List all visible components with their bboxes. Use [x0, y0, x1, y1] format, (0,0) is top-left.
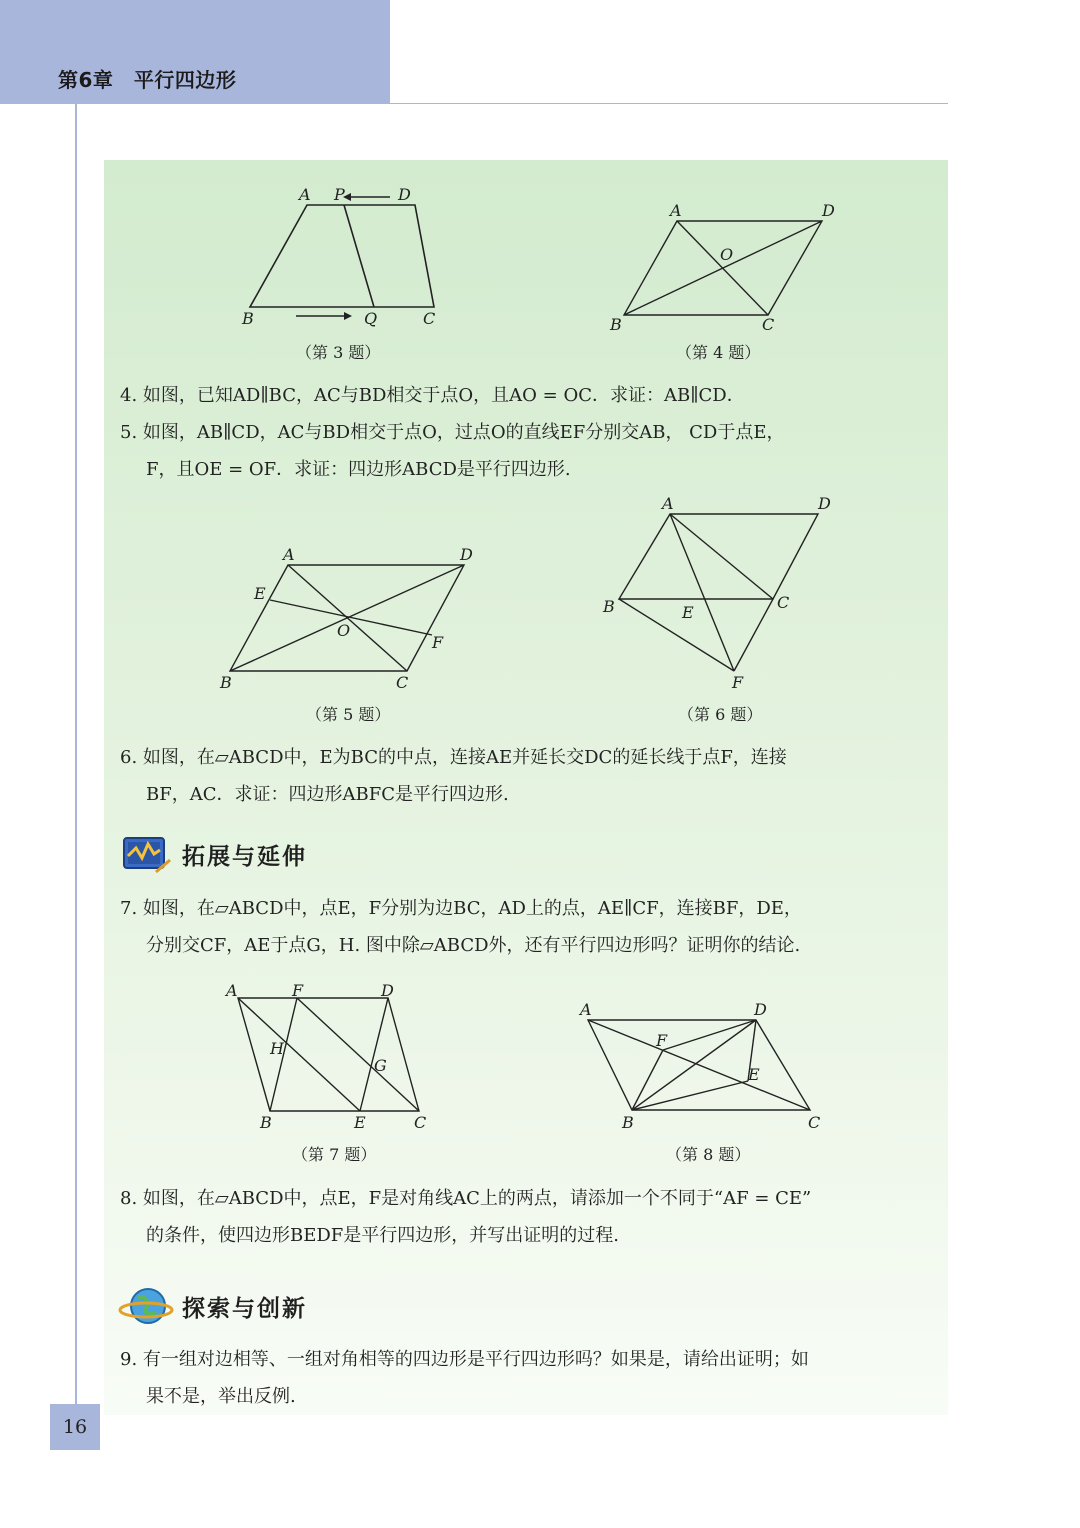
fig5-label-C: C: [396, 673, 409, 692]
fig7-label-A: A: [226, 981, 238, 1000]
globe-icon: [118, 1284, 174, 1328]
fig3-label-P: P: [334, 185, 345, 204]
fig8-label-A: A: [580, 1000, 592, 1019]
problem-7: [120, 890, 802, 964]
caption-fig5: （第 5 题）: [306, 705, 391, 724]
fig3-label-A: A: [299, 185, 311, 204]
problem-8-line2: 的条件，使四边形BEDF是平行四边形，并写出证明的过程.: [146, 1225, 620, 1246]
fig6-label-A: A: [662, 494, 674, 513]
problem-5-line1: 5. 如图，AB∥CD，AC与BD相交于点O，过点O的直线EF分别交AB， CD于点E，: [120, 422, 785, 443]
caption-fig4: （第 4 题）: [676, 343, 761, 362]
fig6-label-E: E: [682, 603, 694, 622]
figure-4: [600, 198, 850, 338]
fig3-label-Q: Q: [364, 309, 378, 328]
fig7-label-D: D: [381, 981, 394, 1000]
fig4-label-A: A: [670, 201, 682, 220]
fig5-label-E: E: [254, 584, 266, 603]
fig3-label-D: D: [398, 185, 411, 204]
figure-6: [596, 490, 846, 695]
fig7-label-B: B: [260, 1113, 272, 1132]
fig3-label-B: B: [242, 309, 254, 328]
extend-icon: [118, 832, 174, 876]
fig5-label-F: F: [432, 633, 444, 652]
fig3-label-C: C: [423, 309, 436, 328]
figure-5: [210, 540, 490, 700]
problem-9-line1: 9. 有一组对边相等、一组对角相等的四边形是平行四边形吗？如果是，请给出证明；如: [120, 1349, 809, 1370]
fig4-label-D: D: [822, 201, 835, 220]
fig6-label-D: D: [818, 494, 831, 513]
section-explore-title: 探索与创新: [182, 1295, 307, 1322]
figure-3: [230, 182, 450, 332]
fig7-label-H: H: [270, 1039, 284, 1058]
header-rule: [390, 103, 948, 104]
fig5-label-D: D: [460, 545, 473, 564]
problem-8: [120, 1180, 811, 1254]
figure-7: [220, 978, 440, 1138]
fig8-label-F: F: [656, 1031, 668, 1050]
problem-4: [120, 377, 745, 414]
caption-fig7: （第 7 题）: [292, 1145, 377, 1164]
fig8-label-D: D: [754, 1000, 767, 1019]
problem-6: [120, 739, 787, 813]
caption-fig8: （第 8 题）: [666, 1145, 751, 1164]
fig8-label-B: B: [622, 1113, 634, 1132]
fig7-label-F: F: [292, 981, 304, 1000]
fig6-label-F: F: [732, 673, 744, 692]
caption-fig6: （第 6 题）: [678, 705, 763, 724]
problem-5: [120, 414, 785, 488]
fig5-label-B: B: [220, 673, 232, 692]
fig6-label-B: B: [603, 597, 615, 616]
page-number: 16: [50, 1404, 100, 1450]
fig4-label-C: C: [762, 315, 775, 334]
fig7-label-E: E: [354, 1113, 366, 1132]
fig5-label-A: A: [283, 545, 295, 564]
fig4-label-B: B: [610, 315, 622, 334]
section-explore: [118, 1282, 307, 1330]
caption-fig3: （第 3 题）: [296, 343, 381, 362]
fig4-label-O: O: [720, 245, 734, 264]
problem-7-line2: 分别交CF，AE于点G，H. 图中除▱ABCD外，还有平行四边形吗？证明你的结论.: [146, 935, 801, 956]
problem-9: [120, 1341, 809, 1415]
fig7-label-C: C: [414, 1113, 427, 1132]
chapter-title: 第6章 平行四边形: [58, 68, 237, 92]
problem-7-line1: 7. 如图，在▱ABCD中，点E，F分别为边BC，AD上的点，AE∥CF，连接BF，DE，: [120, 898, 802, 919]
problem-4-text: 4. 如图，已知AD∥BC，AC与BD相交于点O，且AO = OC．求证：AB∥CD．: [120, 385, 745, 406]
problem-6-line1: 6. 如图，在▱ABCD中，E为BC的中点，连接AE并延长交DC的延长线于点F，连接: [120, 747, 787, 768]
problem-5-line2: F，且OE = OF．求证：四边形ABCD是平行四边形.: [146, 459, 571, 480]
margin-rule: [75, 104, 77, 1404]
problem-9-line2: 果不是，举出反例.: [146, 1386, 296, 1407]
section-extend: [118, 830, 307, 878]
fig5-label-O: O: [337, 621, 351, 640]
problem-8-line1: 8. 如图，在▱ABCD中，点E，F是对角线AC上的两点，请添加一个不同于“AF = CE”: [120, 1188, 812, 1209]
problem-6-line2: BF，AC．求证：四边形ABFC是平行四边形.: [146, 784, 509, 805]
figure-8: [570, 994, 830, 1134]
fig7-label-G: G: [374, 1056, 387, 1075]
fig6-label-C: C: [777, 593, 790, 612]
fig8-label-C: C: [808, 1113, 821, 1132]
fig8-label-E: E: [748, 1065, 760, 1084]
section-extend-title: 拓展与延伸: [182, 843, 307, 870]
